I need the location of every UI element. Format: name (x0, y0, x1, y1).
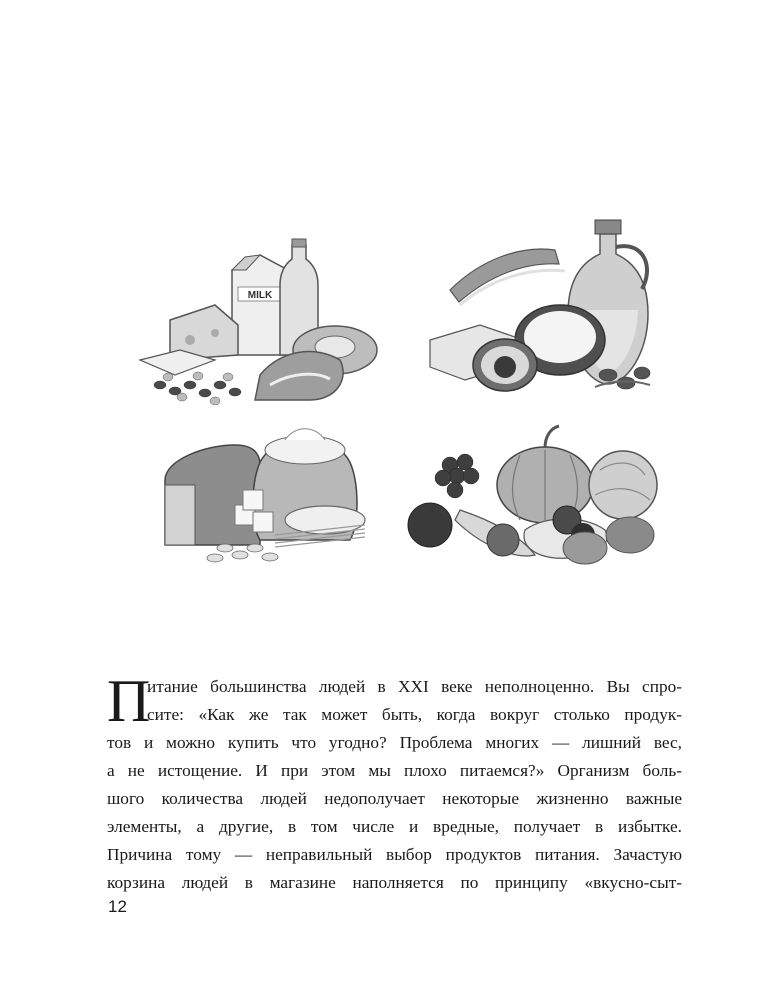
paragraph-line: итание большинства людей в XXI веке неполноценно. Вы спро- (147, 677, 682, 696)
drop-cap: П (107, 668, 151, 734)
paragraph-line: корзина людей в магазине наполняется по принципу «вкусно-сыт- (107, 873, 682, 892)
carbs-illustration (155, 420, 375, 570)
fats-illustration (410, 215, 660, 405)
body-paragraph (107, 668, 682, 897)
paragraph-line: тов и можно купить что угодно? Проблема многих — лишний вес, (107, 733, 682, 752)
paragraph-line: а не истощение. И при этом мы плохо питаемся?» Организм боль- (107, 761, 682, 780)
milk-label: MILK (247, 290, 273, 301)
paragraph-line: элементы, а другие, в том числе и вредные, получает в избытке. (107, 817, 682, 836)
food-illustrations (100, 205, 660, 575)
dairy-protein-illustration (120, 235, 380, 405)
paragraph-line: шого количества людей недополучает некоторые жизненно важные (107, 789, 682, 808)
paragraph-line: Причина тому — неправильный выбор продуктов питания. Зачастую (107, 845, 682, 864)
paragraph-line: сите: «Как же так может быть, когда вокруг столько продук- (147, 705, 682, 724)
page-number: 12 (108, 897, 127, 916)
produce-illustration (405, 410, 660, 570)
